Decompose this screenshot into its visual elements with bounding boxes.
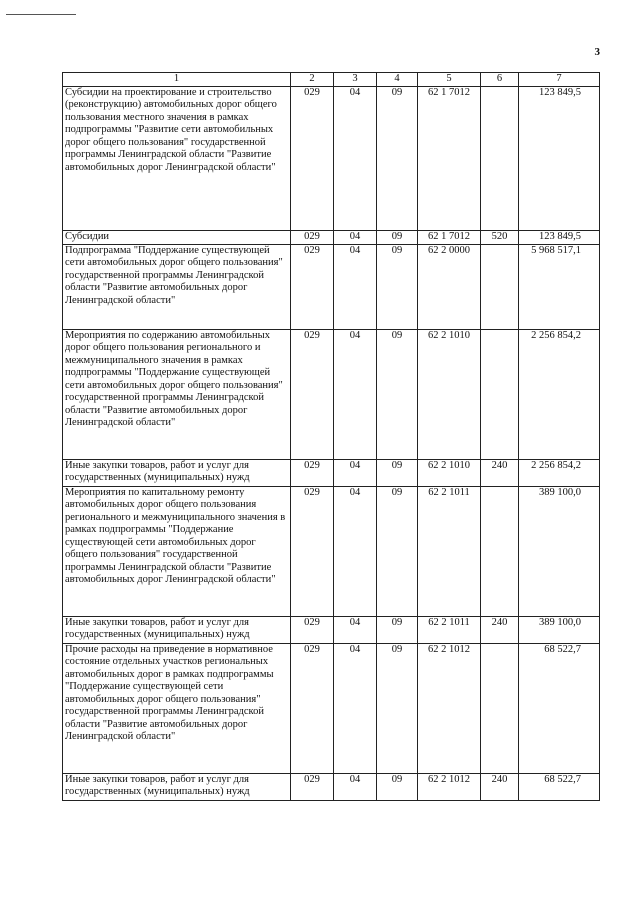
row-ministry-code: 029 bbox=[291, 459, 334, 486]
table-row bbox=[63, 244, 600, 329]
table-row bbox=[63, 643, 600, 773]
row-section: 04 bbox=[334, 244, 377, 329]
header-cell-7: 7 bbox=[519, 73, 600, 87]
row-name: Мероприятия по капитальному ремонту автомобильных дорог общего пользования регионального и межмуниципального значения в рамках подпрограммы "Поддержание существующей сети автомобильных дорог общего пользования" государственной программы Ленинградской области "Развитие автомобильных дорог Ленинградской области" bbox=[63, 486, 291, 616]
row-subsection: 09 bbox=[377, 86, 418, 230]
row-section: 04 bbox=[334, 643, 377, 773]
page-number: 3 bbox=[594, 46, 600, 58]
header-cell-1: 1 bbox=[63, 73, 291, 87]
table-row bbox=[63, 486, 600, 616]
row-target-article: 62 2 0000 bbox=[418, 244, 481, 329]
row-subsection: 09 bbox=[377, 244, 418, 329]
row-amount: 68 522,7 bbox=[519, 773, 600, 800]
row-expense-type bbox=[481, 86, 519, 230]
row-expense-type: 520 bbox=[481, 230, 519, 244]
header-cell-2: 2 bbox=[291, 73, 334, 87]
row-subsection: 09 bbox=[377, 486, 418, 616]
row-subsection: 09 bbox=[377, 643, 418, 773]
row-name: Субсидии bbox=[63, 230, 291, 244]
row-subsection: 09 bbox=[377, 773, 418, 800]
row-ministry-code: 029 bbox=[291, 244, 334, 329]
table-row bbox=[63, 329, 600, 459]
row-subsection: 09 bbox=[377, 329, 418, 459]
header-row bbox=[63, 73, 600, 87]
row-target-article: 62 2 1010 bbox=[418, 459, 481, 486]
table-row bbox=[63, 773, 600, 800]
row-name: Субсидии на проектирование и строительство (реконструкцию) автомобильных дорог общего пользования местного значения в рамках подпрограммы "Развитие сети автомобильных дорог общего пользования" государственной программы Ленинградской области "Развитие автомобильных дорог Ленинградской области" bbox=[63, 86, 291, 230]
row-section: 04 bbox=[334, 329, 377, 459]
row-subsection: 09 bbox=[377, 459, 418, 486]
row-target-article: 62 2 1010 bbox=[418, 329, 481, 459]
row-subsection: 09 bbox=[377, 230, 418, 244]
table-row bbox=[63, 459, 600, 486]
row-target-article: 62 2 1012 bbox=[418, 773, 481, 800]
row-ministry-code: 029 bbox=[291, 643, 334, 773]
row-name: Мероприятия по содержанию автомобильных дорог общего пользования регионального и межмуниципального значения в рамках подпрограммы "Поддержание существующей сети автомобильных дорог общего пользования" государственной программы Ленинградской области "Развитие автомобильных дорог Ленинградской области" bbox=[63, 329, 291, 459]
row-expense-type bbox=[481, 643, 519, 773]
row-target-article: 62 1 7012 bbox=[418, 86, 481, 230]
row-expense-type bbox=[481, 329, 519, 459]
row-ministry-code: 029 bbox=[291, 486, 334, 616]
row-ministry-code: 029 bbox=[291, 86, 334, 230]
row-amount: 68 522,7 bbox=[519, 643, 600, 773]
row-amount: 123 849,5 bbox=[519, 230, 600, 244]
row-target-article: 62 2 1011 bbox=[418, 486, 481, 616]
header-cell-5: 5 bbox=[418, 73, 481, 87]
row-ministry-code: 029 bbox=[291, 773, 334, 800]
row-expense-type bbox=[481, 486, 519, 616]
header-cell-6: 6 bbox=[481, 73, 519, 87]
row-name: Иные закупки товаров, работ и услуг для государственных (муниципальных) нужд bbox=[63, 773, 291, 800]
budget-table bbox=[62, 72, 600, 801]
row-amount: 389 100,0 bbox=[519, 486, 600, 616]
table-row bbox=[63, 230, 600, 244]
row-amount: 2 256 854,2 bbox=[519, 329, 600, 459]
row-section: 04 bbox=[334, 459, 377, 486]
row-name: Иные закупки товаров, работ и услуг для государственных (муниципальных) нужд bbox=[63, 616, 291, 643]
row-ministry-code: 029 bbox=[291, 230, 334, 244]
row-section: 04 bbox=[334, 773, 377, 800]
table-row bbox=[63, 86, 600, 230]
table-row bbox=[63, 616, 600, 643]
row-amount: 123 849,5 bbox=[519, 86, 600, 230]
row-expense-type bbox=[481, 244, 519, 329]
row-section: 04 bbox=[334, 486, 377, 616]
row-section: 04 bbox=[334, 230, 377, 244]
row-section: 04 bbox=[334, 86, 377, 230]
header-cell-3: 3 bbox=[334, 73, 377, 87]
row-name: Подпрограмма "Поддержание существующей сети автомобильных дорог общего пользования" государственной программы Ленинградской области "Развитие автомобильных дорог Ленинградской области" bbox=[63, 244, 291, 329]
header-cell-4: 4 bbox=[377, 73, 418, 87]
row-target-article: 62 2 1011 bbox=[418, 616, 481, 643]
row-section: 04 bbox=[334, 616, 377, 643]
row-amount: 389 100,0 bbox=[519, 616, 600, 643]
row-expense-type: 240 bbox=[481, 616, 519, 643]
row-target-article: 62 2 1012 bbox=[418, 643, 481, 773]
row-ministry-code: 029 bbox=[291, 616, 334, 643]
row-target-article: 62 1 7012 bbox=[418, 230, 481, 244]
row-expense-type: 240 bbox=[481, 459, 519, 486]
row-amount: 2 256 854,2 bbox=[519, 459, 600, 486]
row-name: Прочие расходы на приведение в нормативное состояние отдельных участков региональных автомобильных дорог в рамках подпрограммы "Поддержание существующей сети автомобильных дорог общего пользования" государственной программы Ленинградской области "Развитие автомобильных дорог Ленинградской области" bbox=[63, 643, 291, 773]
row-amount: 5 968 517,1 bbox=[519, 244, 600, 329]
row-ministry-code: 029 bbox=[291, 329, 334, 459]
row-name: Иные закупки товаров, работ и услуг для государственных (муниципальных) нужд bbox=[63, 459, 291, 486]
scan-artifact-line bbox=[6, 14, 76, 15]
row-subsection: 09 bbox=[377, 616, 418, 643]
row-expense-type: 240 bbox=[481, 773, 519, 800]
